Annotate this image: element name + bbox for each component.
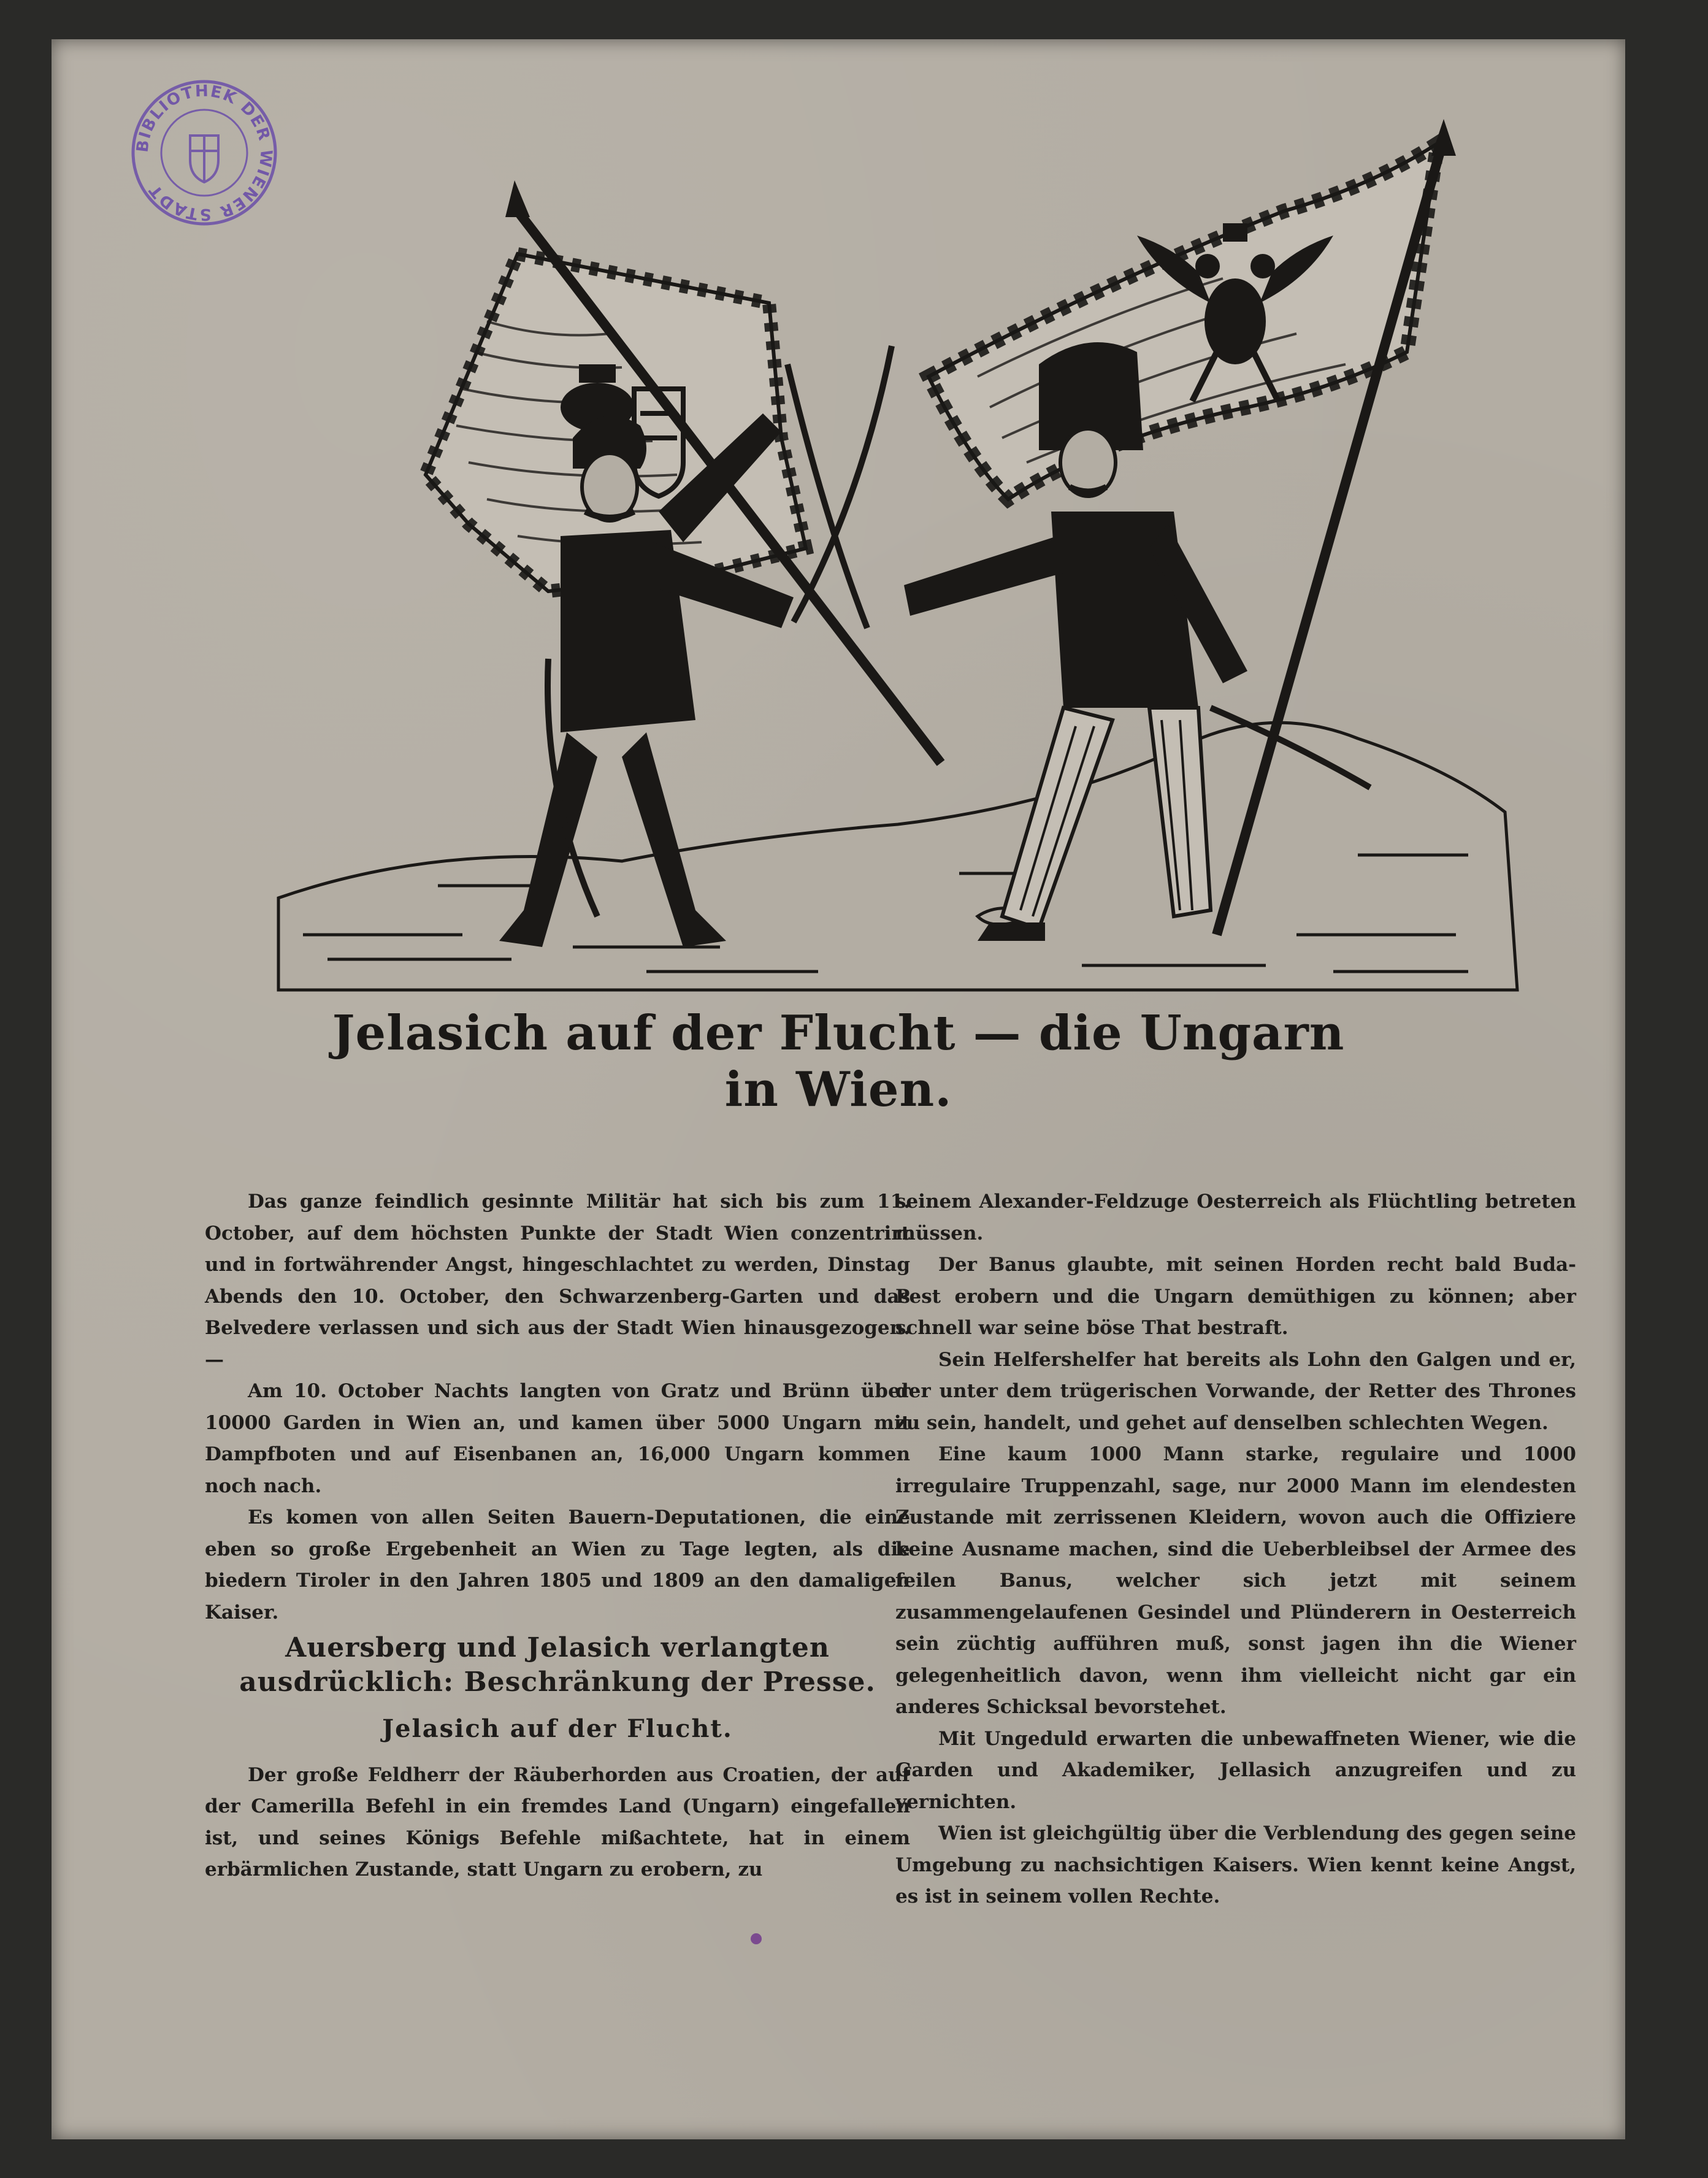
right-column: [895, 1186, 1576, 1913]
paragraph: Der Banus glaubte, mit seinen Horden recht bald Buda-Pest erobern und die Ungarn demüthigen zu können; aber schnell war seine böse That bestraft.: [895, 1254, 1576, 1339]
paragraph: Am 10. October Nachts langten von Gratz und Brünn über 10000 Garden in Wien an, und kamen über 5000 Ungarn mit Dampfboten und auf Eisenbanen an, 16,000 Ungarn kommen noch nach.: [205, 1380, 910, 1497]
headline-line-2: in Wien.: [724, 1062, 952, 1118]
subheading: Auersberg und Jelasich verlangten ausdrücklich: Beschränkung der Presse.: [239, 1632, 876, 1698]
stamp-text: BIBLIOTHEK DER WIENER STADT: [133, 82, 275, 224]
headline-line-1: Jelasich auf der Flucht — die Ungarn: [332, 1005, 1345, 1061]
paragraph: Eine kaum 1000 Mann starke, regulaire und 1000 irregulaire Truppenzahl, sage, nur 2000 Mann im elendesten Zustande mit zerrissenen Kleidern, wovon auch die Offiziere keine Ausname machen, sind die Ueberbleibsel der Armee des feilen Banus, welcher sich jetzt mit seinem zusammengelaufenen Gesindel und Plünderern in Oesterreich sein züchtig aufführen muß, sonst jagen ihn die Wiener gelegenheitlich davon, wenn ihm vielleicht nicht gar ein anderes Schicksal bevorstehet.: [895, 1443, 1576, 1718]
paragraph: Der große Feldherr der Räuberhorden aus Croatien, der auf der Camerilla Befehl in ein fremdes Land (Ungarn) eingefallen ist, und seines Königs Befehle mißachtete, hat in einem erbärmlichen Zustande, statt Ungarn zu erobern, zu: [205, 1763, 910, 1881]
paragraph-continuation: seinem Alexander-Feldzuge Oesterreich als Flüchtling betreten müssen.: [895, 1191, 1576, 1244]
paragraph: Mit Ungeduld erwarten die unbewaffneten Wiener, wie die Garden und Akademiker, Jellasich anzugreifen und zu vernichten.: [895, 1727, 1576, 1813]
paragraph: Es komen von allen Seiten Bauern-Deputationen, die eine eben so große Ergebenheit an Wien zu Tage legten, als die biedern Tiroler in den Jahren 1805 und 1809 an den damaligen Kaiser.: [205, 1506, 910, 1624]
ink-dot: [751, 1933, 762, 1944]
woodcut-duel-illustration: [254, 119, 1542, 1014]
paragraph: Wien ist gleichgültig über die Verblendung des gegen seine Umgebung zu nachsichtigen Kaisers. Wien kennt keine Angst, es ist in seinem vollen Rechte.: [895, 1822, 1576, 1908]
left-column: [205, 1186, 910, 1886]
paragraph: Sein Helfershelfer hat bereits als Lohn den Galgen und er, der unter dem trügerischen Vorwande, der Retter des Thrones zu sein, handelt, und gehet auf denselben schlechten Wegen.: [895, 1348, 1576, 1434]
section-title: Jelasich auf der Flucht.: [382, 1714, 733, 1743]
headline: [174, 1005, 1503, 1118]
broadsheet-page: [52, 39, 1625, 2139]
paragraph: Das ganze feindlich gesinnte Militär hat sich bis zum 11. October, auf dem höchsten Punkte der Stadt Wien conzentrirt und in fortwährender Angst, hingeschlachtet zu werden, Dinstag Abends den 10. October, den Schwarzenberg-Garten und das Belvedere verlassen und sich aus der Stadt Wien hinausgezogen. —: [205, 1191, 910, 1371]
